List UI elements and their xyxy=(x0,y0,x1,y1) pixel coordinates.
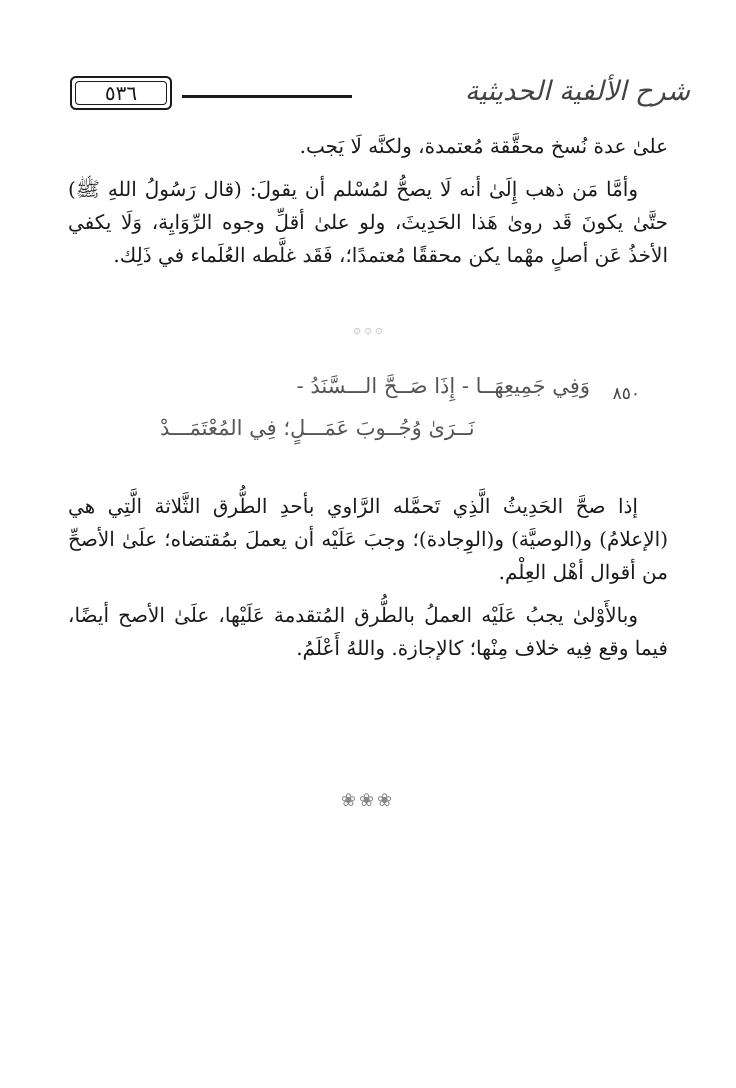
verse-number: ٨٥٠ xyxy=(612,384,640,404)
page-number-frame xyxy=(70,76,172,110)
page-number: ٥٣٦ xyxy=(104,81,138,105)
paragraph-3: إذا صحَّ الحَدِيثُ الَّذِي تَحمَّله الرَّاوي بأحدِ الطُّرق الثَّلاثة الَّتِي هي (الإعلامُ) و(الوصيَّة) و(الوِجادة)؛ وجبَ عَلَيْه أن يعملَ بمُقتضاه؛ علَىٰ الأصحِّ من أقوال أهْل العِلْم. xyxy=(68,494,668,584)
section-end-ornament: ❀❀❀ xyxy=(340,790,396,811)
verse-first-hemistich: وَفِي جَمِيعِهَــا - إِذَا صَــحَّ الـــسَّنَدُ - xyxy=(296,374,590,398)
header-rule xyxy=(182,95,352,98)
paragraph-4: وبالأَوْلىٰ يجبُ عَلَيْه العملُ بالطُّرق المُتقدمة عَلَيْها، علَىٰ الأصح أيضًا، فيما وقع فِيه خلاف مِنْها؛ كالإجازة. واللهُ أَعْلَمُ. xyxy=(68,603,668,660)
running-title: شرح الألفية الحديثية xyxy=(464,76,690,107)
paragraph-2: وأمَّا مَن ذهب إِلَىٰ أنه لَا يصحُّ لمُسْلم أن يقولَ: (قال رَسُولُ اللهِ ﷺ) حتَّىٰ يكونَ قَد روىٰ هَذا الحَدِيثَ، ولو علىٰ أقلِّ وجوه الرِّوَايِة، وَلَا يكفي الأخذُ عَن أصلٍ مهْما يكن محققًا مُعتمدًا؛، فَقَد غلَّطه العُلَماء في ذَلِك. xyxy=(68,177,668,267)
page-header xyxy=(70,74,690,118)
section-divider-small: ۞ ۞ ۞ xyxy=(353,322,383,336)
verse-block xyxy=(70,370,670,450)
verse-second-hemistich: نَــرَىٰ وُجُــوبَ عَمَـــلٍ؛ فِي المُعْتَمَـــدْ xyxy=(160,416,475,440)
paragraph-1: علىٰ عدة نُسخ محقَّقة مُعتمدة، ولكنَّه لَا يَجب. xyxy=(299,134,668,158)
body-text-bottom xyxy=(68,490,668,675)
body-text-top xyxy=(68,130,668,282)
